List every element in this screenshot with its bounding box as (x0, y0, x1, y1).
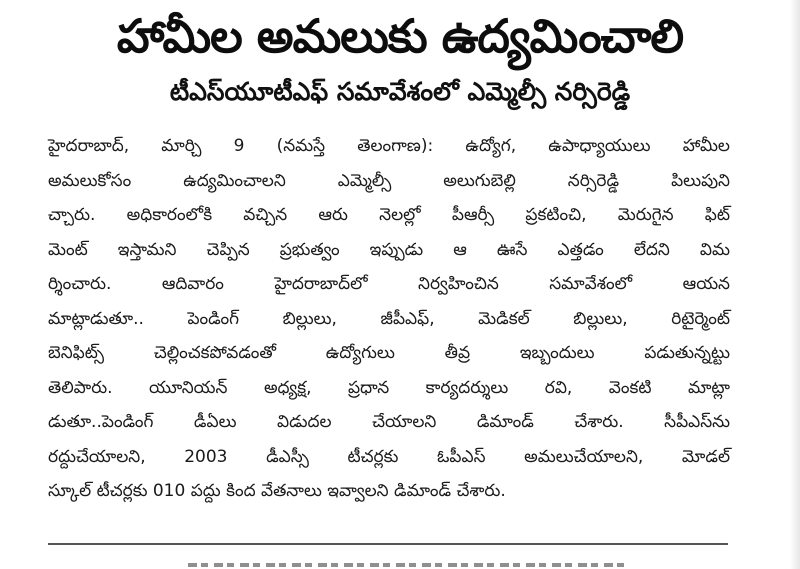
body-line: తెలిపారు. యూనియన్ అధ్యక్ష, ప్రధాన కార్యదర్శులు రవి, వెంకటి మాట్లా (48, 377, 730, 398)
body-line: డుతూ..పెండింగ్ డీఏలు విడుదల చేయాలని డిమాండ్ చేశారు. సీపీఎస్‌ను (48, 412, 730, 432)
body-line: హైదరాబాద్, మార్చి 9 (నమస్తే తెలంగాణ): ఉద్యోగ, ఉపాధ్యాయులు హామీల (48, 136, 730, 156)
cropped-next-article-fragment (188, 560, 628, 569)
article-subheadline: టీఎస్‌యూటీఎఫ్ సమావేశంలో ఎమ్మెల్సీ నర్సిరెడ్డి (169, 77, 631, 106)
body-line: మెంట్ ఇస్తామని చెప్పిన ప్రభుత్వం ఇప్పుడు ఆ ఊసే ఎత్తడం లేదని విమ (48, 239, 730, 260)
article-headline: హామీల అమలుకు ఉద్యమించాలి (116, 9, 684, 63)
body-line: బెనిఫిట్స్ చెల్లించకపోవడంతో ఉద్యోగులు తీవ్ర ఇబ్బందులు పడుతున్నట్టు (48, 343, 730, 363)
body-line: ర్శించారు. ఆదివారం హైదరాబాద్‌లో నిర్వహించిన సమావేశంలో ఆయన (48, 274, 730, 294)
scan-edge-shadow (790, 0, 800, 569)
body-line: రద్దుచేయాలని, 2003 డీఎస్సీ టీచర్లకు ఓపీఎస్ అమలుచేయాలని, మోడల్ (48, 446, 730, 467)
article-body (48, 129, 730, 509)
body-line: చ్చారు. అధికారంలోకి వచ్చిన ఆరు నెలల్లో పీఆర్సీ ప్రకటించి, మెరుగైన ఫిట్ (48, 205, 730, 225)
body-line: స్కూల్ టీచర్లకు 010 పద్దు కింద వేతనాలు ఇవ్వాలని డిమాండ్ చేశారు. (48, 481, 506, 501)
section-divider (48, 543, 728, 545)
body-line: మాట్లాడుతూ.. పెండింగ్ బిల్లులు, జీపీఎఫ్, మెడికల్ బిల్లులు, రిటైర్మెంట్ (48, 308, 730, 329)
body-line: అమలుకోసం ఉద్యమించాలని ఎమ్మెల్సీ అలుగుబెల్లి నర్సిరెడ్డి పిలుపుని (48, 170, 730, 191)
